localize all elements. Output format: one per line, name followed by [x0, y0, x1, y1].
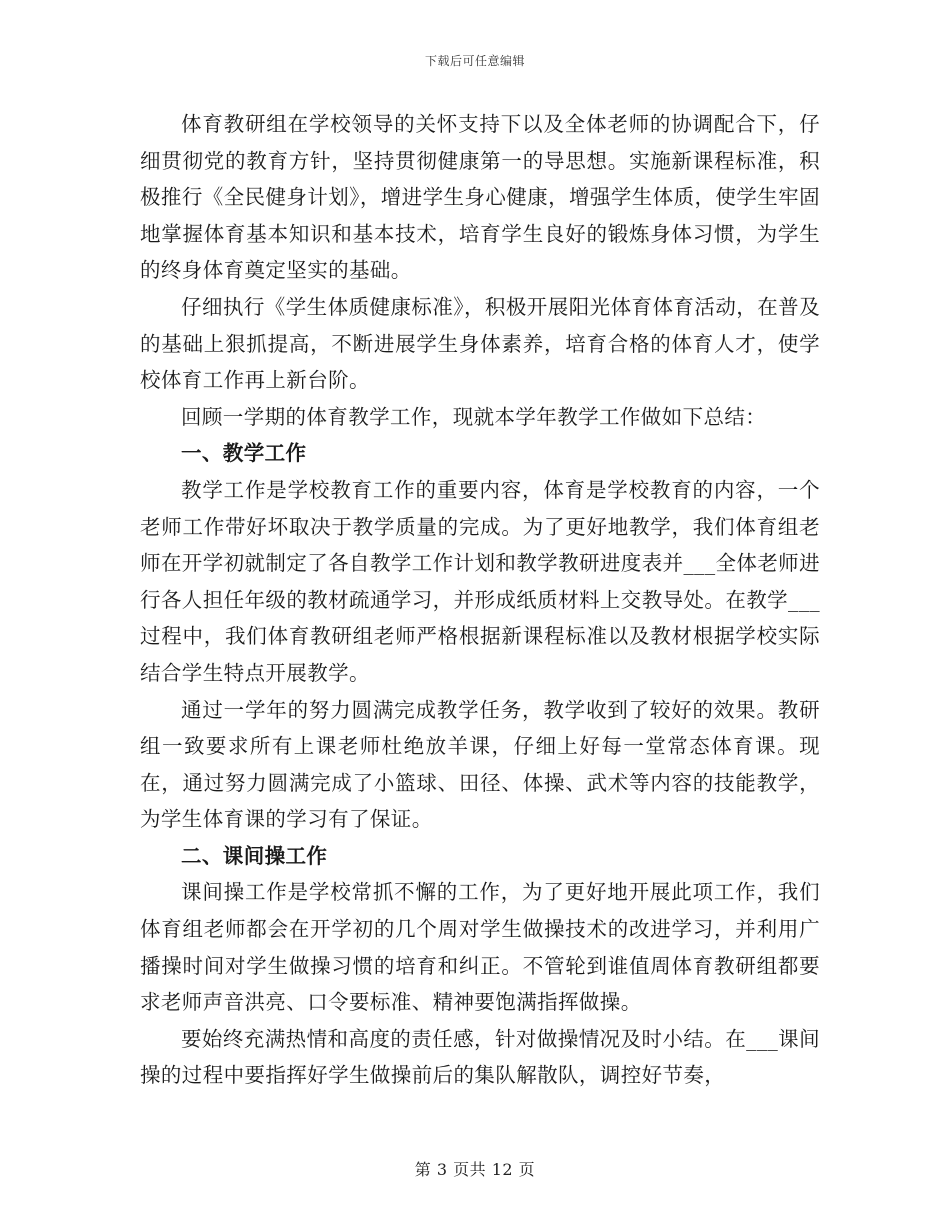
paragraph-exercise-work: 课间操工作是学校常抓不懈的工作，为了更好地开展此项工作，我们体育组老师都会在开学初的几个周对学生做操技术的改进学习，并利用广播操时间对学生做操习惯的培育和纠正。不管轮到谁值周体育教研组都要求老师声音洪亮、口令要标准、精神要饱满指挥做操。 — [140, 880, 820, 1015]
page-number-footer: 第 3 页共 12 页 — [414, 1160, 536, 1179]
document-body — [140, 106, 820, 1094]
paragraph-review: 回顾一学期的体育教学工作，现就本学年教学工作做如下总结： — [181, 404, 767, 429]
section-heading-exercise: 二、课间操工作 — [181, 843, 328, 868]
paragraph-exercise-summary: 要始终充满热情和高度的责任感，针对做操情况及时小结。在___课间操的过程中要指挥好学生做操前后的集队解散队，调控好节奏， — [140, 1026, 820, 1088]
paragraph-standards: 仔细执行《学生体质健康标准》，积极开展阳光体育体育活动，在普及的基础上狠抓提高，不断进展学生身体素养，培育合格的体育人才，使学校体育工作再上新台阶。 — [140, 294, 820, 393]
page-header: 下载后可任意编辑 — [424, 54, 525, 68]
paragraph-intro: 体育教研组在学校领导的关怀支持下以及全体老师的协调配合下，仔细贯彻党的教育方针，坚持贯彻健康第一的导思想。实施新课程标准，积极推行《全民健身计划》，增进学生身心健康，增强学生体质，使学生牢固地掌握体育基本知识和基本技术，培育学生良好的锻炼身体习惯，为学生的终身体育奠定坚实的基础。 — [140, 112, 820, 283]
paragraph-teaching-results: 通过一学年的努力圆满完成教学任务，教学收到了较好的效果。教研组一致要求所有上课老师杜绝放羊课，仔细上好每一堂常态体育课。现在，通过努力圆满完成了小篮球、田径、体操、武术等内容的技能教学，为学生体育课的学习有了保证。 — [140, 697, 820, 832]
paragraph-teaching-work: 教学工作是学校教育工作的重要内容，体育是学校教育的内容，一个老师工作带好坏取决于教学质量的完成。为了更好地教学，我们体育组老师在开学初就制定了各自教学工作计划和教学教研进度表并___全体老师进行各人担任年级的教材疏通学习，并形成纸质材料上交教导处。在教学___过程中，我们体育教研组老师严格根据新课程标准以及教材根据学校实际结合学生特点开展教学。 — [140, 477, 820, 685]
section-heading-teaching: 一、教学工作 — [181, 441, 307, 466]
